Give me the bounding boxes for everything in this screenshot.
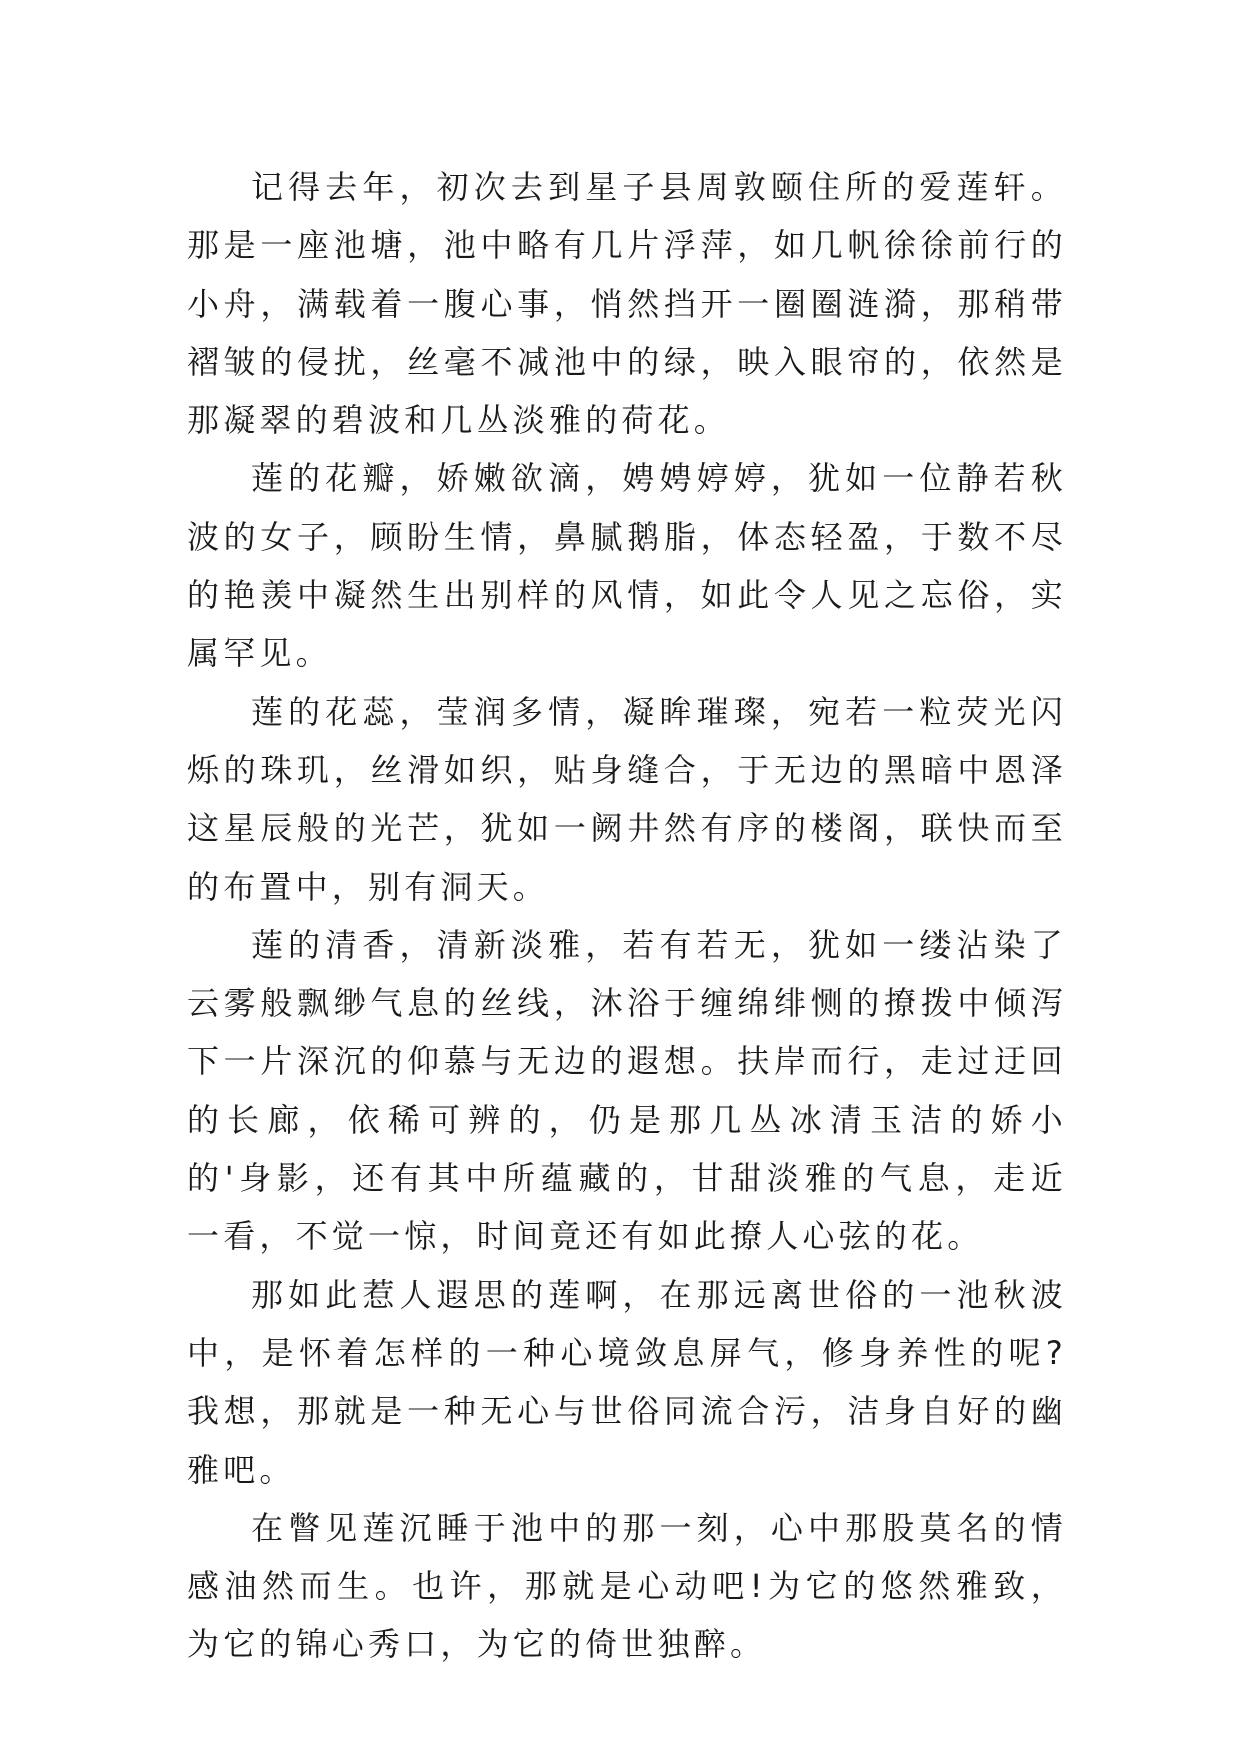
paragraph-6: 在瞥见莲沉睡于池中的那一刻，心中那股莫名的情感油然而生。也许，那就是心动吧!为它的悠然雅致，为它的锦心秀口，为它的倚世独醉。 [187,1508,1067,1664]
paragraph-5: 那如此惹人遐思的莲啊，在那远离世俗的一池秋波中，是怀着怎样的一种心境敛息屏气，修身养性的呢?我想，那就是一种无心与世俗同流合污，洁身自好的幽雅吧。 [187,1275,1067,1489]
document-body [187,158,1067,1674]
paragraph-3: 莲的花蕊，莹润多情，凝眸璀璨，宛若一粒荧光闪烁的珠玑，丝滑如织，贴身缝合，于无边的黑暗中恩泽这星辰般的光芒，犹如一阙井然有序的楼阁，联快而至的布置中，别有洞天。 [187,692,1067,906]
paragraph-1: 记得去年，初次去到星子县周敦颐住所的爱莲轩。那是一座池塘，池中略有几片浮萍，如几帆徐徐前行的小舟，满载着一腹心事，悄然挡开一圈圈涟漪，那稍带褶皱的侵扰，丝毫不减池中的绿，映入眼帘的，依然是那凝翠的碧波和几丛淡雅的荷花。 [187,168,1067,440]
paragraph-2: 莲的花瓣，娇嫩欲滴，娉娉婷婷，犹如一位静若秋波的女子，顾盼生情，鼻腻鹅脂，体态轻盈，于数不尽的艳羡中凝然生出别样的风情，如此令人见之忘俗，实属罕见。 [187,459,1067,673]
paragraph-4: 莲的清香，清新淡雅，若有若无，犹如一缕沾染了云雾般飘缈气息的丝线，沐浴于缠绵绯恻的撩拨中倾泻下一片深沉的仰慕与无边的遐想。扶岸而行，走过迂回的长廊，依稀可辨的，仍是那几丛冰清玉洁的娇小的'身影，还有其中所蕴藏的，甘甜淡雅的气息，走近一看，不觉一惊，时间竟还有如此撩人心弦的花。 [187,925,1067,1256]
